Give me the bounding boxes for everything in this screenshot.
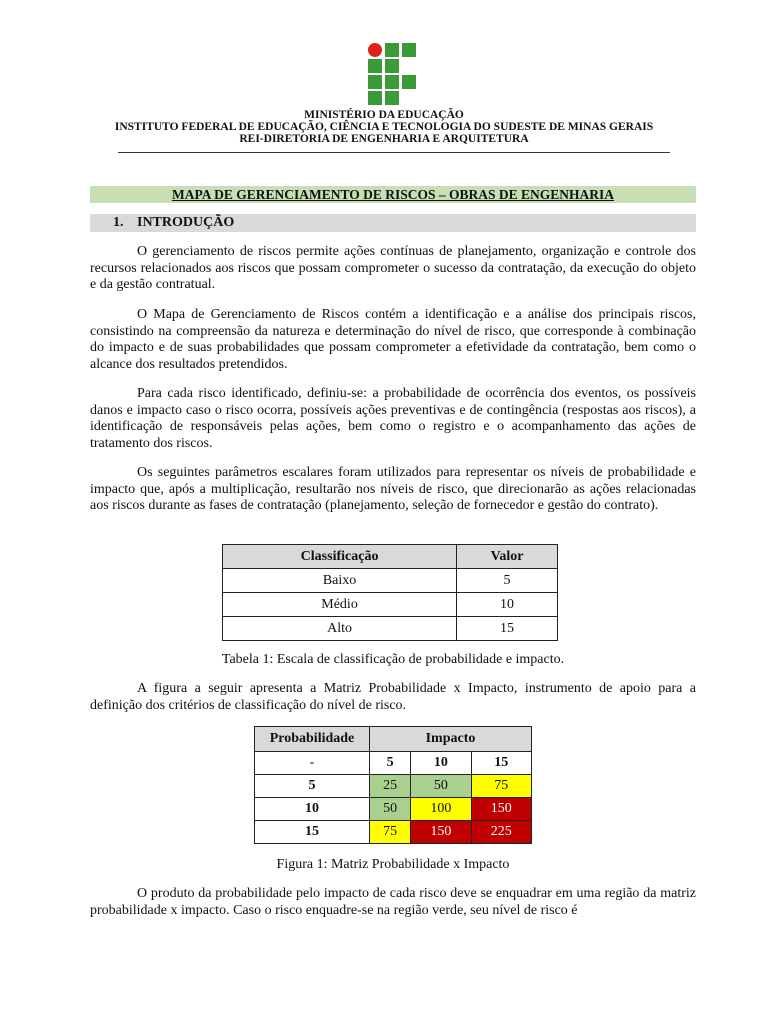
matrix-impact-label: 10 [411,752,471,775]
table-header: Classificação [223,545,457,569]
matrix-cell-medium: 75 [370,821,411,844]
matrix-cell-low: 25 [370,775,411,798]
matrix-cell-medium: 100 [411,798,471,821]
logo-square [368,91,382,105]
matrix-prob-label: 10 [255,798,370,821]
table-header: Valor [457,545,558,569]
logo-red-dot [368,43,382,57]
table-cell: 5 [457,569,558,593]
table-row [255,752,532,775]
ifet-logo [368,43,416,105]
logo-square [368,75,382,89]
logo-square [368,59,382,73]
matrix-prob-label: 5 [255,775,370,798]
matrix-cell-low: 50 [411,775,471,798]
matrix-prob-label: 15 [255,821,370,844]
classification-table [222,544,558,641]
table-cell: Baixo [223,569,457,593]
paragraph: O produto da probabilidade pelo impacto de cada risco deve se enquadrar em uma região da matriz probabilidade x impacto. Caso o risco enquadre-se na região verde, seu nível de risco é [90,886,696,918]
matrix-cell-medium: 75 [471,775,531,798]
paragraph: A figura a seguir apresenta a Matriz Probabilidade x Impacto, instrumento de apoio para a definição dos critérios de classificação do nível de risco. [90,681,696,713]
logo-square [385,75,399,89]
matrix-header-impact: Impacto [370,727,532,752]
paragraph: O Mapa de Gerenciamento de Riscos contém a identificação e a análise dos principais riscos, consistindo na compreensão da natureza e determinação do nível de risco, que corresponde à combinação do impacto e de suas probabilidades que possam comprometer a efetividade da contratação, bem como o alcance dos resultados pretendidos. [90,307,696,372]
matrix-corner: - [255,752,370,775]
logo-square [385,59,399,73]
header-ministry: MINISTÉRIO DA EDUCAÇÃO [304,109,464,121]
table-row [255,775,532,798]
matrix-cell-high: 150 [471,798,531,821]
table-row [223,617,558,641]
matrix-header-probability: Probabilidade [255,727,370,752]
table-row [255,821,532,844]
table-caption: Tabela 1: Escala de classificação de probabilidade e impacto. [221,652,565,667]
table-row [223,569,558,593]
header-divider [118,152,670,153]
table-cell: 10 [457,593,558,617]
logo-square [385,91,399,105]
table-cell: Médio [223,593,457,617]
logo-square [402,43,416,57]
matrix-cell-low: 50 [370,798,411,821]
table-row [255,798,532,821]
table-cell: 15 [457,617,558,641]
section-heading [90,214,696,232]
document-title: MAPA DE GERENCIAMENTO DE RISCOS – OBRAS DE ENGENHARIA [90,186,696,203]
table-row [223,593,558,617]
section-title: INTRODUÇÃO [137,215,235,230]
paragraph: Para cada risco identificado, definiu-se: a probabilidade de ocorrência dos eventos, os possíveis danos e impacto caso o risco ocorra, possíveis ações preventivas e de contingência (respostas aos riscos), a identificação de responsáveis pelas ações, bem como o registro e o acompanhamento das ações de tratamento dos riscos. [90,386,696,451]
logo-square [385,43,399,57]
table-cell: Alto [223,617,457,641]
probability-impact-matrix [254,726,532,844]
header-directorate: REI-DIRETORIA DE ENGENHARIA E ARQUITETURA [239,133,529,145]
matrix-cell-high: 150 [411,821,471,844]
figure-caption: Figura 1: Matriz Probabilidade x Impacto [276,857,510,872]
matrix-cell-high: 225 [471,821,531,844]
paragraph: O gerenciamento de riscos permite ações contínuas de planejamento, organização e controle dos recursos relacionados aos riscos que possam comprometer o sucesso da contratação, da execução do objeto e da gestão contratual. [90,244,696,292]
matrix-impact-label: 5 [370,752,411,775]
logo-square [402,75,416,89]
matrix-impact-label: 15 [471,752,531,775]
section-number: 1. [113,215,124,230]
paragraph: Os seguintes parâmetros escalares foram utilizados para representar os níveis de probabilidade e impacto que, após a multiplicação, resultarão nos níveis de risco, que direcionarão as ações relacionadas aos riscos durante as fases de contratação (planejamento, seleção de fornecedor e gestão do contrato). [90,465,696,513]
header-institute: INSTITUTO FEDERAL DE EDUCAÇÃO, CIÊNCIA E TECNOLOGIA DO SUDESTE DE MINAS GERAIS [114,121,654,133]
